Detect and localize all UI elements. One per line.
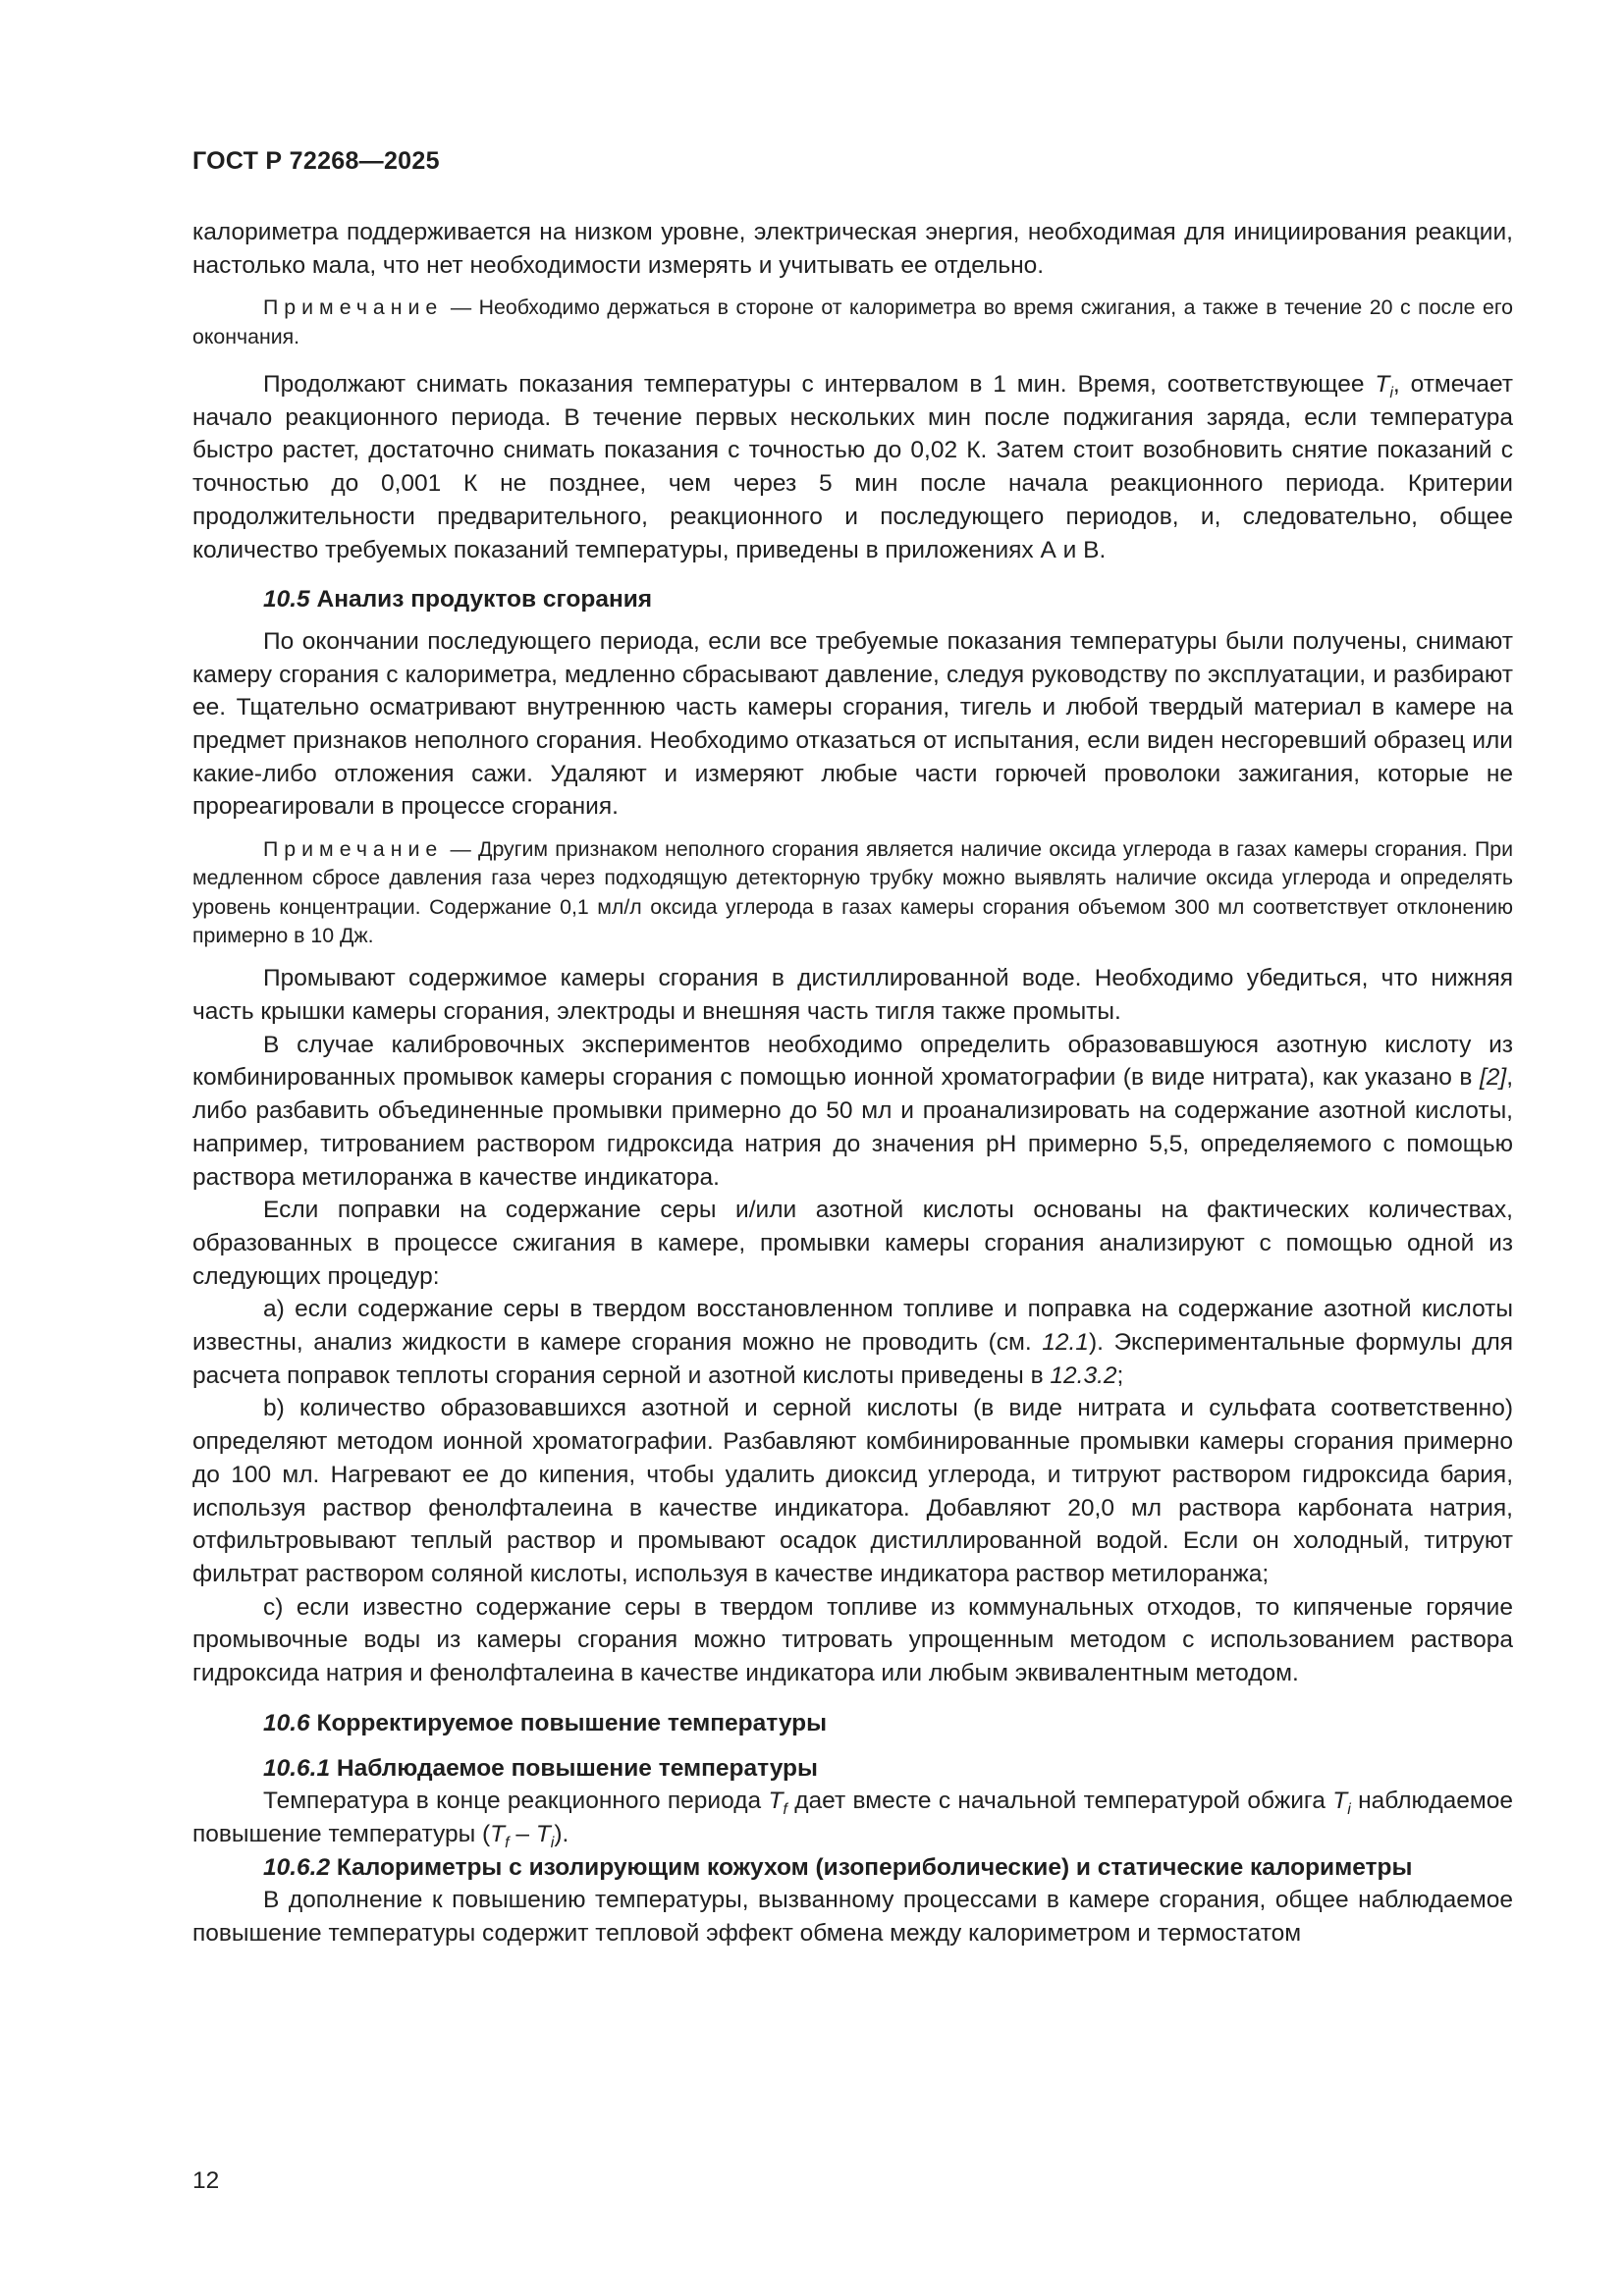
document-header: ГОСТ Р 72268—2025	[192, 147, 440, 175]
subsection-heading	[192, 1851, 1513, 1885]
text-run: ;	[1116, 1362, 1124, 1389]
paragraph	[192, 1785, 1513, 1850]
subscript: i	[1347, 1801, 1351, 1819]
list-item: c) если известно содержание серы в твердом топливе из коммунальных отходов, то кипяченые горячие промывочные воды из камеры сгорания можно титровать упрощенным методом с использованием раствора гидроксида натрия и фенолфталеина в качестве индикатора или любым эквивалентным методом.	[192, 1593, 1513, 1687]
variable: T	[1332, 1788, 1348, 1815]
variable: T	[490, 1820, 506, 1847]
text-run: Температура в конце реакционного периода	[263, 1788, 769, 1815]
section-title: Калориметры с изолирующим кожухом (изопериболические) и статические калориметры	[330, 1853, 1413, 1881]
text-run: Продолжают снимать показания температуры с интервалом в 1 мин. Время, соответствующее	[263, 371, 1376, 398]
text-run: , либо разбавить объединенные промывки примерно до 50 мл и проанализировать на содержание азотной кислоты, например, титрованием раствором гидроксида натрия до значения рН примерно 5,5, определяемого с помощью раствора метилоранжа в качестве индикатора.	[192, 1064, 1513, 1191]
note	[192, 835, 1513, 950]
note-label: Примечание	[263, 837, 444, 862]
list-item: b) количество образовавшихся азотной и серной кислоты (в виде нитрата и сульфата соответственно) определяют методом ионной хроматографии. Разбавляют комбинированные промывки камеры сгорания примерно до 100 мл. Нагревают ее до кипения, чтобы удалить диоксид углерода, и титруют раствором гидроксида бария, используя раствор фенолфталеина в качестве индикатора. Добавляют 20,0 мл раствора карбоната натрия, отфильтровывают теплый раствор и промывают осадок дистиллированной водой. Если он холодный, титруют фильтрат раствором соляной кислоты, используя в качестве индикатора раствор метилоранжа;	[192, 1395, 1513, 1587]
note	[192, 294, 1513, 351]
section-number: 10.6	[263, 1709, 310, 1736]
note-text: — Необходимо держаться в стороне от калориметра во время сжигания, а также в течение 20 с после его окончания.	[192, 295, 1513, 348]
paragraph	[192, 368, 1513, 566]
text-run: , отмечает начало реакционного периода. В течение первых нескольких мин после поджигания заряда, если температура быстро растет, достаточно снимать показания с точностью до 0,02 К. Затем стоит возобновить снятие показаний с точностью до 0,001 К не позднее, чем через 5 мин после начала реакционного периода. Критерии продолжительности предварительного, реакционного и последующего периодов, и, следовательно, общее количество требуемых показаний температуры, приведены в приложениях А и В.	[192, 371, 1513, 563]
section-number: 10.6.2	[263, 1853, 331, 1881]
paragraph: В дополнение к повышению температуры, вызванному процессами в камере сгорания, общее наблюдаемое повышение температуры содержит тепловой эффект обмена между калориметром и термостатом	[192, 1887, 1513, 1948]
text-run: дает вместе с начальной температурой обжига	[786, 1788, 1333, 1815]
section-title: Анализ продуктов сгорания	[309, 586, 653, 614]
subscript: f	[505, 1834, 510, 1851]
text-run: –	[509, 1820, 536, 1847]
subsection-heading	[192, 1752, 1513, 1786]
paragraph: калориметра поддерживается на низком уровне, электрическая энергия, необходимая для инициирования реакции, настолько мала, что нет необходимости измерять и учитывать ее отдельно.	[192, 219, 1513, 279]
section-title: Наблюдаемое повышение температуры	[330, 1754, 818, 1782]
text-run: ).	[554, 1820, 569, 1847]
variable: T	[1375, 371, 1390, 398]
text-run: ). Экспериментальные формулы для расчета поправок теплоты сгорания серной и азотной кислоты приведены в	[192, 1329, 1514, 1389]
note-text: — Другим признаком неполного сгорания является наличие оксида углерода в газах камеры сгорания. При медленном сбросе давления газа через подходящую детекторную трубку можно выявлять наличие оксида углерода и определять уровень концентрации. Содержание 0,1 мл/л оксида углерода в газах камеры сгорания объемом 300 мл соответствует отклонению примерно в 10 Дж.	[192, 837, 1513, 948]
paragraph: Промывают содержимое камеры сгорания в дистиллированной воде. Необходимо убедиться, что нижняя часть крышки камеры сгорания, электроды и внешняя часть тигля также промыты.	[192, 965, 1513, 1026]
section-title: Корректируемое повышение температуры	[309, 1709, 828, 1736]
subscript: f	[783, 1801, 787, 1819]
document-body	[192, 216, 1513, 1950]
subscript: i	[1389, 384, 1393, 401]
page-number: 12	[192, 2167, 220, 2194]
reference: 12.3.2	[1050, 1362, 1117, 1389]
note-label: Примечание	[263, 295, 444, 320]
paragraph: По окончании последующего периода, если все требуемые показания температуры были получены, снимают камеру сгорания с калориметра, медленно сбрасывают давление, следуя руководству по эксплуатации, и разбирают ее. Тщательно осматривают внутреннюю часть камеры сгорания, тигель и любой твердый материал в камере на предмет признаков неполного сгорания. Необходимо отказаться от испытания, если виден несгоревший образец или какие-либо отложения сажи. Удаляют и измеряют любые части горючей проволоки зажигания, которые не прореагировали в процессе сгорания.	[192, 627, 1513, 821]
variable: T	[768, 1788, 784, 1815]
text-run: В случае калибровочных экспериментов необходимо определить образовавшуюся азотную кислоту из комбинированных промывок камеры сгорания с помощью ионной хроматографии (в виде нитрата), как указано в	[192, 1031, 1513, 1092]
section-heading	[192, 583, 1513, 616]
reference: 12.1	[1042, 1329, 1089, 1357]
section-heading	[192, 1707, 1513, 1740]
section-number: 10.6.1	[263, 1754, 331, 1782]
section-number: 10.5	[263, 586, 310, 614]
list-item	[192, 1293, 1513, 1392]
reference: [2]	[1479, 1064, 1507, 1092]
text-run: a) если содержание серы в твердом восстановленном топливе и поправка на содержание азотной кислоты известны, анализ жидкости в камере сгорания можно не проводить (см.	[192, 1296, 1513, 1357]
paragraph	[192, 1029, 1513, 1195]
paragraph: Если поправки на содержание серы и/или азотной кислоты основаны на фактических количествах, образованных в процессе сжигания в камере, промывки камеры сгорания анализируют с помощью одной из следующих процедур:	[192, 1197, 1513, 1290]
variable: T	[535, 1820, 551, 1847]
subscript: i	[550, 1834, 555, 1851]
text-run: наблюдаемое повышение температуры (	[192, 1788, 1513, 1847]
